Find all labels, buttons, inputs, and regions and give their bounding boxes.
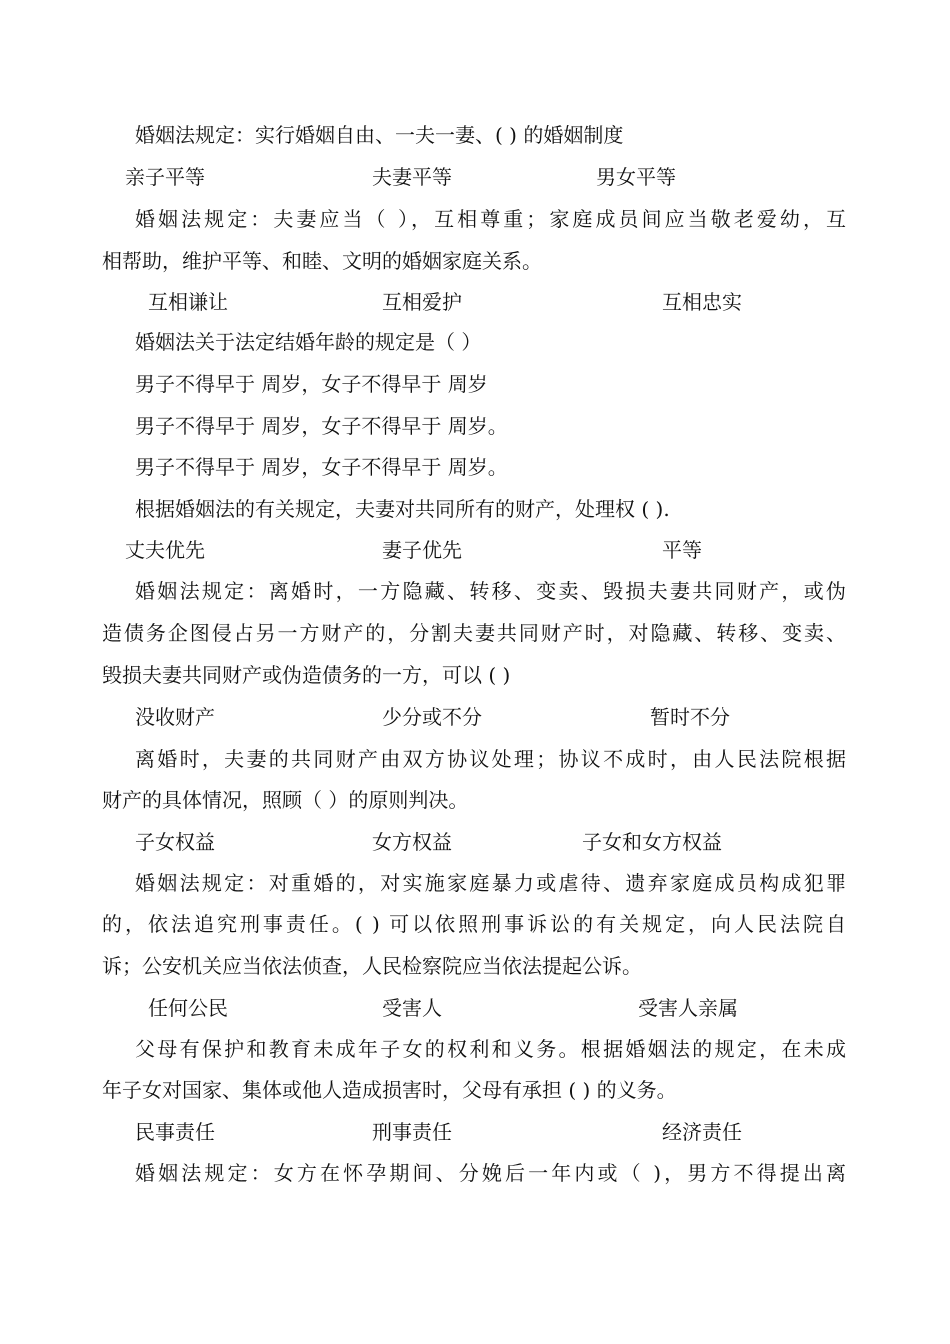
question-3-option-c: 男子不得早于 周岁，女子不得早于 周岁。 bbox=[135, 455, 508, 479]
question-3-option-a: 男子不得早于 周岁，女子不得早于 周岁 bbox=[135, 372, 488, 396]
option-a: 没收财产 bbox=[135, 705, 215, 729]
option-c: 平等 bbox=[662, 538, 702, 562]
question-4-options bbox=[0, 530, 950, 570]
question-5-options bbox=[0, 697, 950, 737]
option-a: 丈夫优先 bbox=[125, 538, 205, 562]
option-b: 夫妻平等 bbox=[372, 165, 452, 189]
question-5-stem-line-3: 毁损夫妻共同财产或伪造债务的一方，可以 ( ) bbox=[102, 663, 511, 687]
question-5-stem-line-2: 造债务企图侵占另一方财产的，分割夫妻共同财产时，对隐藏、转移、变卖、 bbox=[102, 621, 846, 645]
question-9-stem-line-1: 婚姻法规定：女方在怀孕期间、分娩后一年内或（ )，男方不得提出离 bbox=[135, 1161, 846, 1185]
option-b: 受害人 bbox=[382, 996, 442, 1020]
question-6-stem-line-2: 财产的具体情况，照顾（ ）的原则判决。 bbox=[102, 788, 469, 812]
option-b: 妻子优先 bbox=[382, 538, 462, 562]
question-2-stem-line-1: 婚姻法规定：夫妻应当（ ），互相尊重；家庭成员间应当敬老爱幼，互 bbox=[135, 207, 846, 231]
option-c: 经济责任 bbox=[662, 1120, 742, 1144]
question-6-options bbox=[0, 822, 950, 862]
question-1-stem: 婚姻法规定：实行婚姻自由、一夫一妻、( ) 的婚姻制度 bbox=[135, 123, 624, 147]
question-6-stem-line-1: 离婚时，夫妻的共同财产由双方协议处理；协议不成时，由人民法院根据 bbox=[135, 747, 846, 771]
question-5-stem-line-1: 婚姻法规定：离婚时，一方隐藏、转移、变卖、毁损夫妻共同财产，或伪 bbox=[135, 579, 846, 603]
option-b: 女方权益 bbox=[372, 830, 452, 854]
question-7-stem-line-1: 婚姻法规定：对重婚的，对实施家庭暴力或虐待、遗弃家庭成员构成犯罪 bbox=[135, 871, 846, 895]
question-3-stem: 婚姻法关于法定结婚年龄的规定是（ ） bbox=[135, 330, 482, 354]
option-c: 受害人亲属 bbox=[638, 996, 738, 1020]
question-7-stem-line-3: 诉；公安机关应当依法侦查，人民检察院应当依法提起公诉。 bbox=[102, 954, 642, 978]
question-8-options bbox=[0, 1112, 950, 1152]
option-c: 子女和女方权益 bbox=[582, 830, 722, 854]
option-a: 民事责任 bbox=[135, 1120, 215, 1144]
question-7-options bbox=[0, 988, 950, 1028]
option-c: 互相忠实 bbox=[662, 290, 742, 314]
question-7-stem-line-2: 的，依法追究刑事责任。( ) 可以依照刑事诉讼的有关规定，向人民法院自 bbox=[102, 912, 846, 936]
question-2-stem-line-2: 相帮助，维护平等、和睦、文明的婚姻家庭关系。 bbox=[102, 249, 542, 273]
option-a: 任何公民 bbox=[148, 996, 228, 1020]
question-8-stem-line-2: 年子女对国家、集体或他人造成损害时，父母有承担 ( ) 的义务。 bbox=[102, 1078, 677, 1102]
question-1-options bbox=[0, 157, 950, 197]
question-4-stem: 根据婚姻法的有关规定，夫妻对共同所有的财产，处理权 ( ). bbox=[135, 497, 670, 521]
question-3-option-b: 男子不得早于 周岁，女子不得早于 周岁。 bbox=[135, 414, 508, 438]
option-c: 男女平等 bbox=[596, 165, 676, 189]
option-b: 少分或不分 bbox=[382, 705, 482, 729]
option-b: 刑事责任 bbox=[372, 1120, 452, 1144]
option-a: 互相谦让 bbox=[148, 290, 228, 314]
option-b: 互相爱护 bbox=[382, 290, 462, 314]
option-a: 子女权益 bbox=[135, 830, 215, 854]
question-8-stem-line-1: 父母有保护和教育未成年子女的权利和义务。根据婚姻法的规定，在未成 bbox=[135, 1037, 846, 1061]
option-a: 亲子平等 bbox=[125, 165, 205, 189]
question-2-options bbox=[0, 282, 950, 322]
option-c: 暂时不分 bbox=[650, 705, 730, 729]
